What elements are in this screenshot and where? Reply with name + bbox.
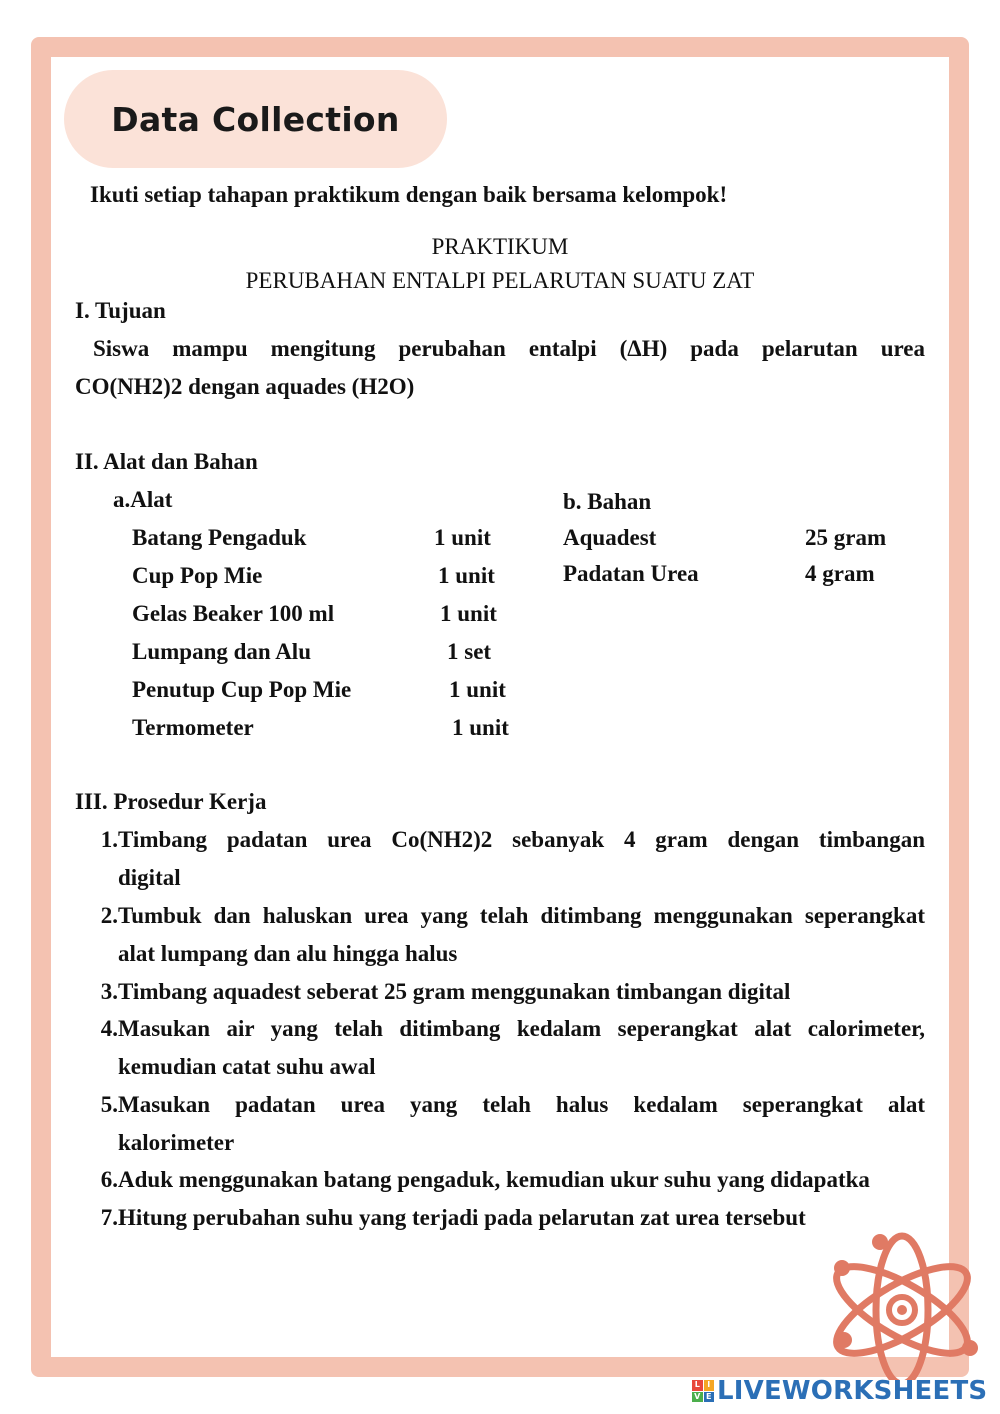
step-number: 5. bbox=[100, 1092, 118, 1117]
liveworksheets-logo[interactable] bbox=[692, 1376, 987, 1406]
section2-title: II. Alat dan Bahan bbox=[75, 449, 258, 474]
step-number: 3. bbox=[100, 979, 118, 1004]
page-title: Data Collection bbox=[111, 99, 400, 139]
bahan-item-qty: 4 gram bbox=[805, 561, 875, 586]
alat-item-name: Termometer bbox=[132, 715, 254, 740]
heading-line1: PRAKTIKUM bbox=[431, 234, 569, 259]
liveworksheets-text: LIVEWORKSHEETS bbox=[717, 1376, 988, 1406]
step-line2: kemudian catat suhu awal bbox=[118, 1054, 376, 1079]
step-line1: Masukan padatan urea yang telah halus kedalam seperangkat alat bbox=[118, 1092, 925, 1117]
step-line1: Aduk menggunakan batang pengaduk, kemudian ukur suhu yang didapatka bbox=[118, 1167, 870, 1192]
alat-item-name: Lumpang dan Alu bbox=[132, 639, 311, 664]
alat-item-qty: 1 set bbox=[447, 639, 492, 664]
step-number: 1. bbox=[100, 827, 118, 852]
step-number: 7. bbox=[100, 1205, 118, 1230]
section1-text-line1: Siswa mampu mengitung perubahan entalpi (ΔH) pada pelarutan urea bbox=[93, 336, 925, 361]
atom-icon bbox=[820, 1230, 990, 1380]
section1-text-line2: CO(NH2)2 dengan aquades (H2O) bbox=[75, 374, 415, 399]
alat-heading: a.Alat bbox=[113, 487, 173, 512]
step-line1: Tumbuk dan haluskan urea yang telah ditimbang menggunakan seperangkat bbox=[118, 903, 925, 928]
alat-item-qty: 1 unit bbox=[440, 601, 497, 626]
step-line1: Timbang padatan urea Co(NH2)2 sebanyak 4 gram dengan timbangan bbox=[118, 827, 925, 852]
heading-line2: PERUBAHAN ENTALPI PELARUTAN SUATU ZAT bbox=[245, 268, 755, 293]
alat-item-qty: 1 unit bbox=[452, 715, 509, 740]
step-number: 6. bbox=[100, 1167, 118, 1192]
alat-item-name: Penutup Cup Pop Mie bbox=[132, 677, 352, 702]
step-line1: Hitung perubahan suhu yang terjadi pada pelarutan zat urea tersebut bbox=[118, 1205, 806, 1230]
instruction-text: Ikuti setiap tahapan praktikum dengan baik bersama kelompok! bbox=[90, 182, 728, 207]
step-line1: Timbang aquadest seberat 25 gram menggunakan timbangan digital bbox=[118, 979, 791, 1004]
title-pill bbox=[64, 70, 447, 168]
bahan-item-name: Padatan Urea bbox=[563, 561, 699, 586]
step-line2: alat lumpang dan alu hingga halus bbox=[118, 941, 458, 966]
bahan-item-qty: 25 gram bbox=[805, 525, 887, 550]
step-line1: Masukan air yang telah ditimbang kedalam seperangkat alat calorimeter, bbox=[118, 1016, 925, 1041]
step-line2: digital bbox=[118, 865, 181, 890]
bahan-heading: b. Bahan bbox=[563, 489, 652, 514]
step-number: 4. bbox=[100, 1016, 118, 1041]
alat-item-qty: 1 unit bbox=[438, 563, 495, 588]
section3-title: III. Prosedur Kerja bbox=[75, 789, 267, 814]
liveworksheets-badge-icon: L I V E bbox=[692, 1380, 714, 1402]
bahan-item-name: Aquadest bbox=[563, 525, 657, 550]
step-line2: kalorimeter bbox=[118, 1130, 235, 1155]
alat-item-qty: 1 unit bbox=[449, 677, 506, 702]
alat-item-name: Cup Pop Mie bbox=[132, 563, 263, 588]
section1-title: I. Tujuan bbox=[75, 298, 166, 323]
alat-item-name: Gelas Beaker 100 ml bbox=[132, 601, 335, 626]
alat-item-name: Batang Pengaduk bbox=[132, 525, 307, 550]
step-number: 2. bbox=[100, 903, 118, 928]
alat-item-qty: 1 unit bbox=[434, 525, 491, 550]
